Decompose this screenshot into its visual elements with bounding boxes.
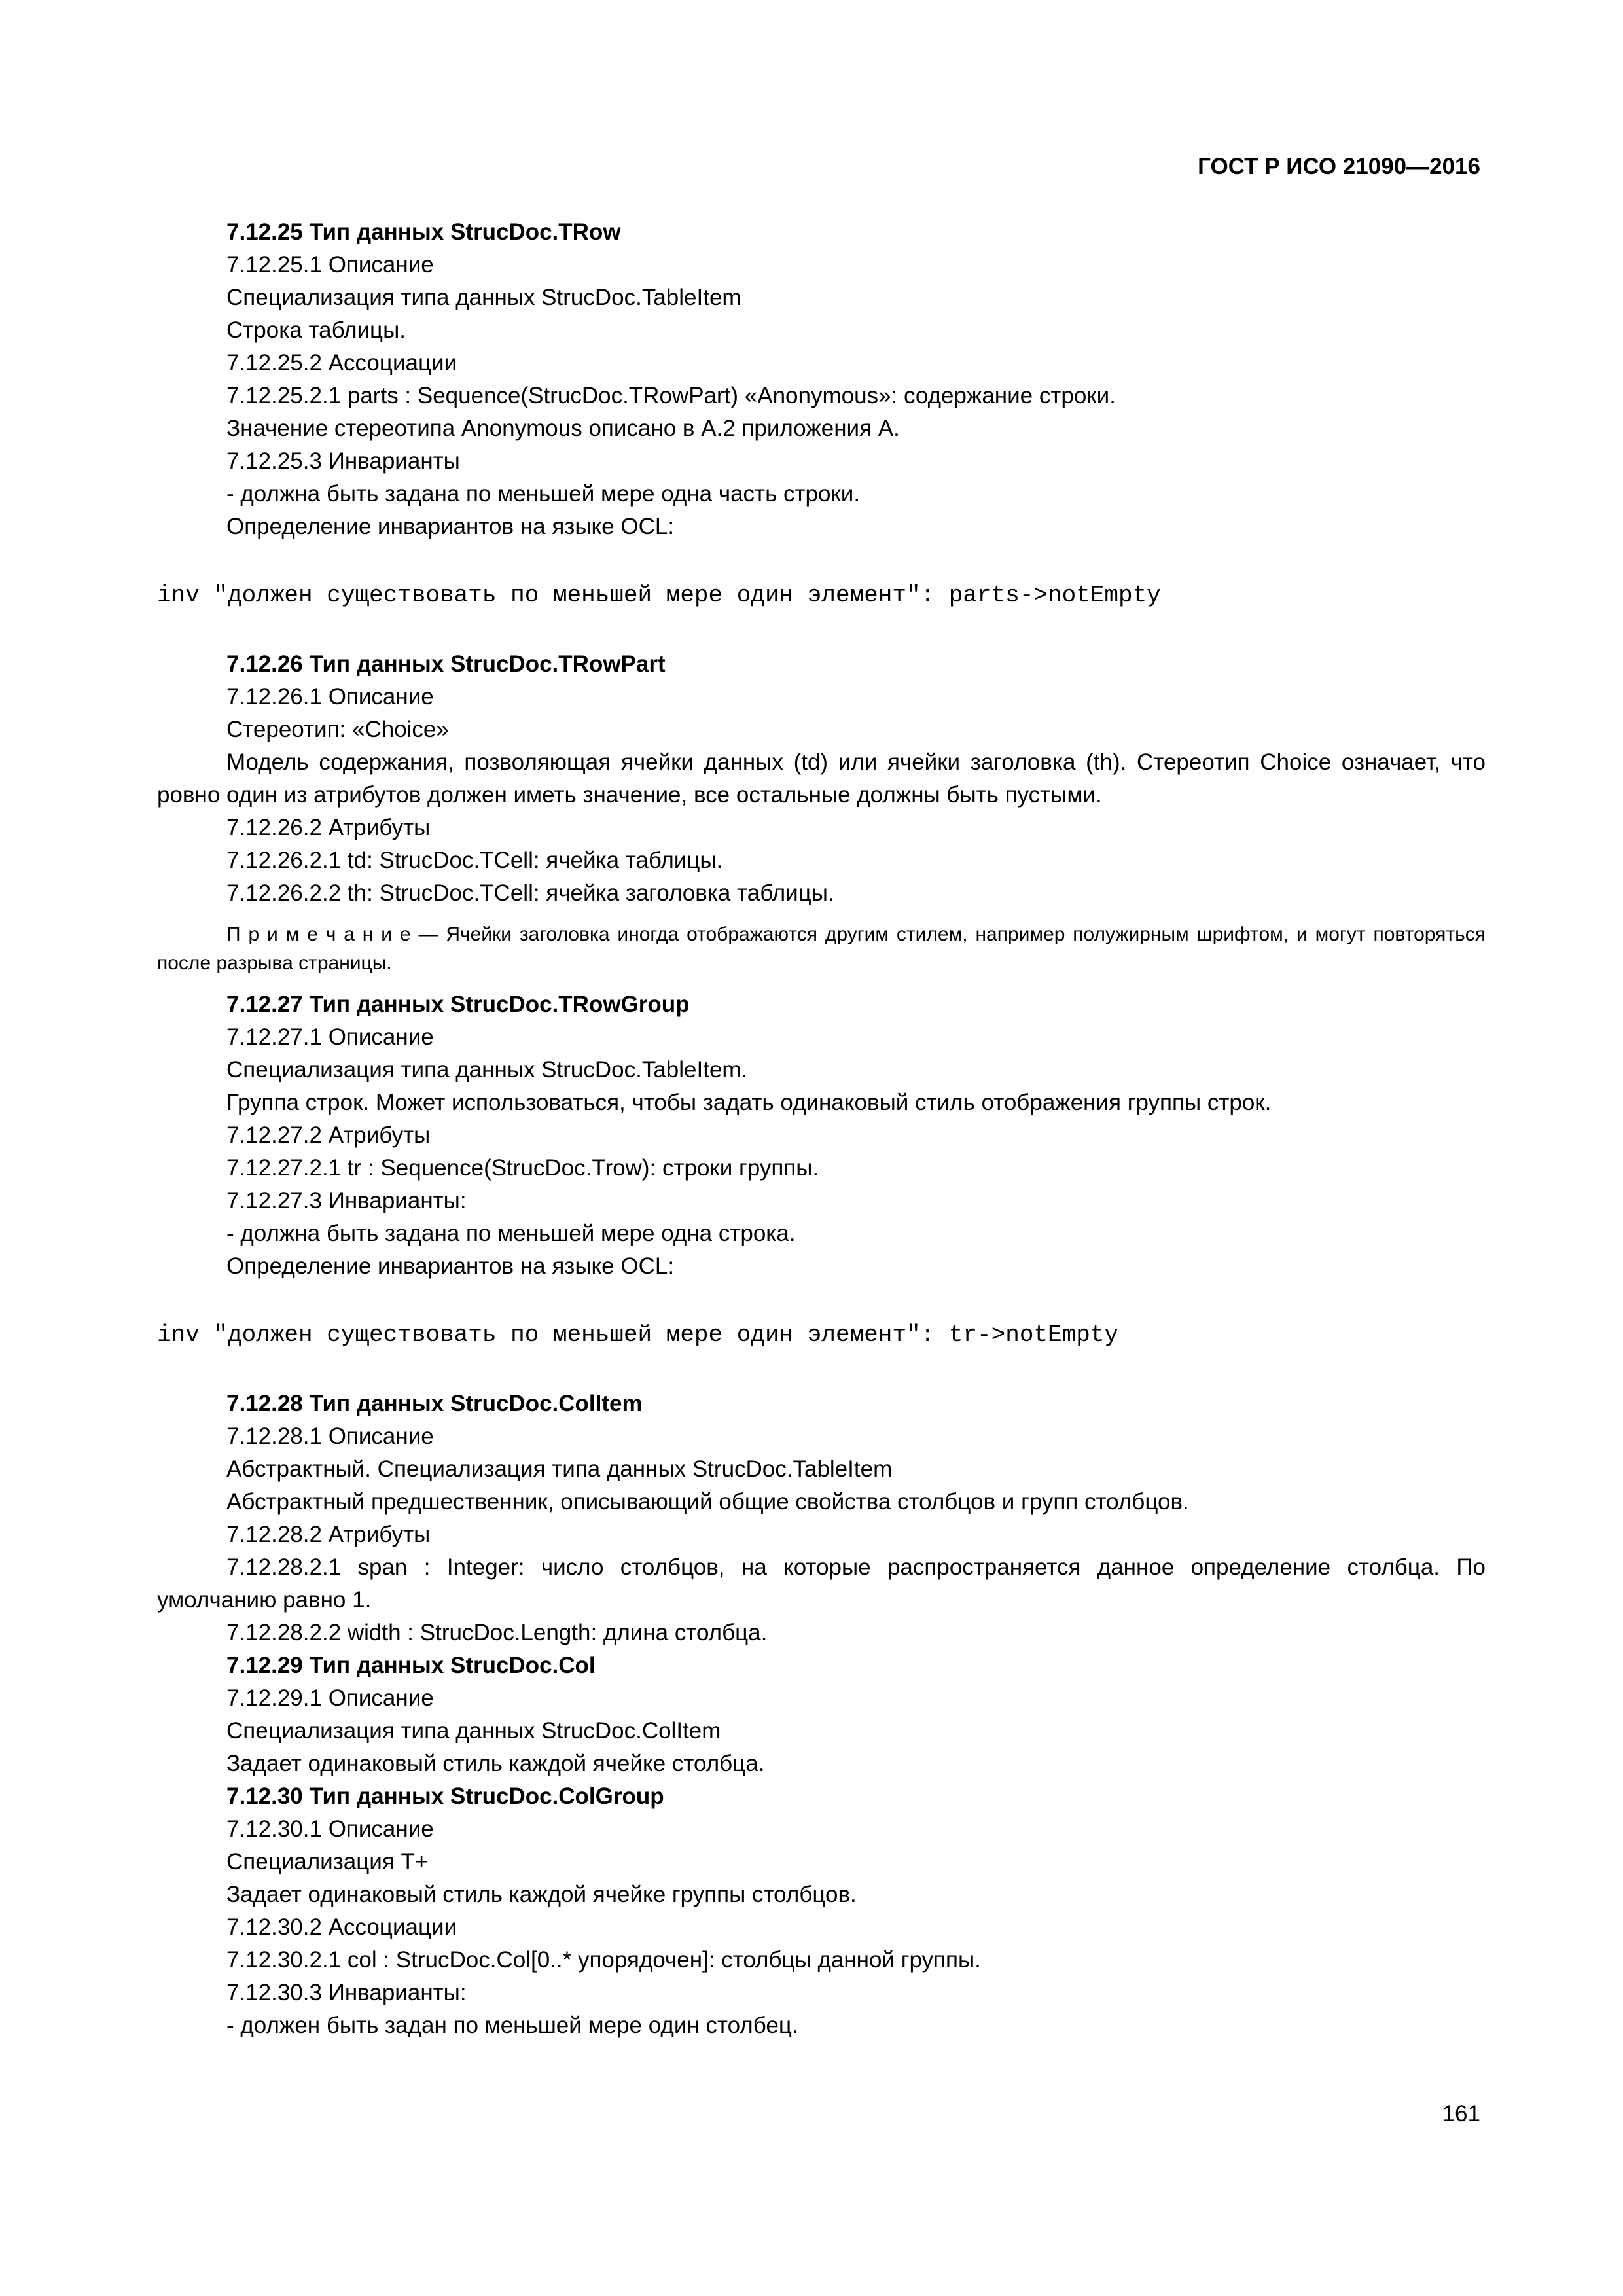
paragraph: 7.12.25.1 Описание (226, 252, 434, 278)
note-paragraph: П р и м е ч а н и е — Ячейки заголовка иногда отображаются другим стилем, например полужирным шрифтом, и могут повторяться после разрыва страницы. (157, 924, 1486, 974)
document-content (157, 216, 1486, 2042)
paragraph: 7.12.30.2 Ассоциации (226, 1914, 457, 1940)
section-heading: 7.12.25 Тип данных StrucDoc.TRow (226, 219, 621, 245)
page-number: 161 (1442, 2101, 1480, 2126)
paragraph: - должна быть задана по меньшей мере одна часть строки. (226, 481, 861, 507)
paragraph: 7.12.28.1 Описание (226, 1424, 434, 1449)
paragraph: - должна быть задана по меньшей мере одна строка. (226, 1221, 796, 1246)
paragraph: - должен быть задан по меньшей мере один столбец. (226, 2013, 798, 2038)
paragraph: Группа строк. Может использоваться, чтобы задать одинаковый стиль отображения группы строк. (226, 1090, 1272, 1115)
paragraph: 7.12.28.2.1 span : Integer: число столбцов, на которые распространяется данное определение столбца. По умолчанию равно 1. (157, 1554, 1486, 1613)
paragraph: 7.12.28.2 Атрибуты (226, 1522, 431, 1547)
paragraph: Модель содержания, позволяющая ячейки данных (td) или ячейки заголовка (th). Стереотип Choice означает, что ровно один из атрибутов должен иметь значение, все остальные должны быть пустыми. (157, 749, 1486, 808)
paragraph: Определение инвариантов на языке OCL: (226, 1253, 675, 1279)
section-heading: 7.12.26 Тип данных StrucDoc.TRowPart (226, 651, 666, 677)
code-line: inv "должен существовать по меньшей мере один элемент": parts->notEmpty (157, 582, 1161, 609)
paragraph: Специализация типа данных StrucDoc.TableItem (226, 285, 741, 310)
paragraph: Специализация Т+ (226, 1849, 429, 1874)
paragraph: 7.12.26.2.2 th: StrucDoc.TCell: ячейка заголовка таблицы. (226, 880, 834, 906)
page-header (1198, 154, 1480, 180)
paragraph: Абстрактный предшественник, описывающий общие свойства столбцов и групп столбцов. (226, 1489, 1189, 1515)
paragraph: 7.12.26.1 Описание (226, 684, 434, 709)
paragraph: Значение стереотипа Anonymous описано в А.2 приложения А. (226, 416, 900, 441)
paragraph: 7.12.26.2.1 td: StrucDoc.TCell: ячейка таблицы. (226, 848, 723, 873)
paragraph: 7.12.29.1 Описание (226, 1685, 434, 1711)
paragraph: 7.12.25.2.1 parts : Sequence(StrucDoc.TRowPart) «Anonymous»: содержание строки. (226, 383, 1116, 408)
section-heading: 7.12.30 Тип данных StrucDoc.ColGroup (226, 1784, 664, 1809)
paragraph: Задает одинаковый стиль каждой ячейке столбца. (226, 1751, 765, 1776)
paragraph: Строка таблицы. (226, 317, 406, 343)
document-title: ГОСТ Р ИСО 21090—2016 (1198, 154, 1480, 179)
paragraph: 7.12.27.2.1 tr : Sequence(StrucDoc.Trow): строки группы. (226, 1155, 819, 1181)
paragraph: 7.12.27.1 Описание (226, 1024, 434, 1050)
paragraph: Абстрактный. Специализация типа данных StrucDoc.TableItem (226, 1456, 893, 1482)
paragraph: 7.12.26.2 Атрибуты (226, 815, 431, 840)
paragraph: Стереотип: «Choice» (226, 717, 449, 742)
paragraph: 7.12.30.1 Описание (226, 1816, 434, 1842)
paragraph: 7.12.30.3 Инварианты: (226, 1980, 467, 2005)
paragraph: 7.12.28.2.2 width : StrucDoc.Length: длина столбца. (226, 1620, 768, 1645)
code-line: inv "должен существовать по меньшей мере один элемент": tr->notEmpty (157, 1321, 1119, 1348)
paragraph: 7.12.27.2 Атрибуты (226, 1122, 431, 1148)
section-heading: 7.12.28 Тип данных StrucDoc.ColItem (226, 1391, 643, 1416)
section-heading: 7.12.27 Тип данных StrucDoc.TRowGroup (226, 992, 690, 1017)
paragraph: Специализация типа данных StrucDoc.ColItem (226, 1718, 721, 1744)
section-heading: 7.12.29 Тип данных StrucDoc.Col (226, 1653, 596, 1678)
paragraph: 7.12.25.3 Инварианты (226, 448, 460, 474)
paragraph: Специализация типа данных StrucDoc.TableItem. (226, 1057, 748, 1083)
paragraph: 7.12.25.2 Ассоциации (226, 350, 457, 376)
paragraph: 7.12.30.2.1 col : StrucDoc.Col[0..* упорядочен]: столбцы данной группы. (226, 1947, 981, 1973)
paragraph: Определение инвариантов на языке OCL: (226, 514, 675, 539)
paragraph: Задает одинаковый стиль каждой ячейке группы столбцов. (226, 1882, 857, 1907)
paragraph: 7.12.27.3 Инварианты: (226, 1188, 467, 1213)
